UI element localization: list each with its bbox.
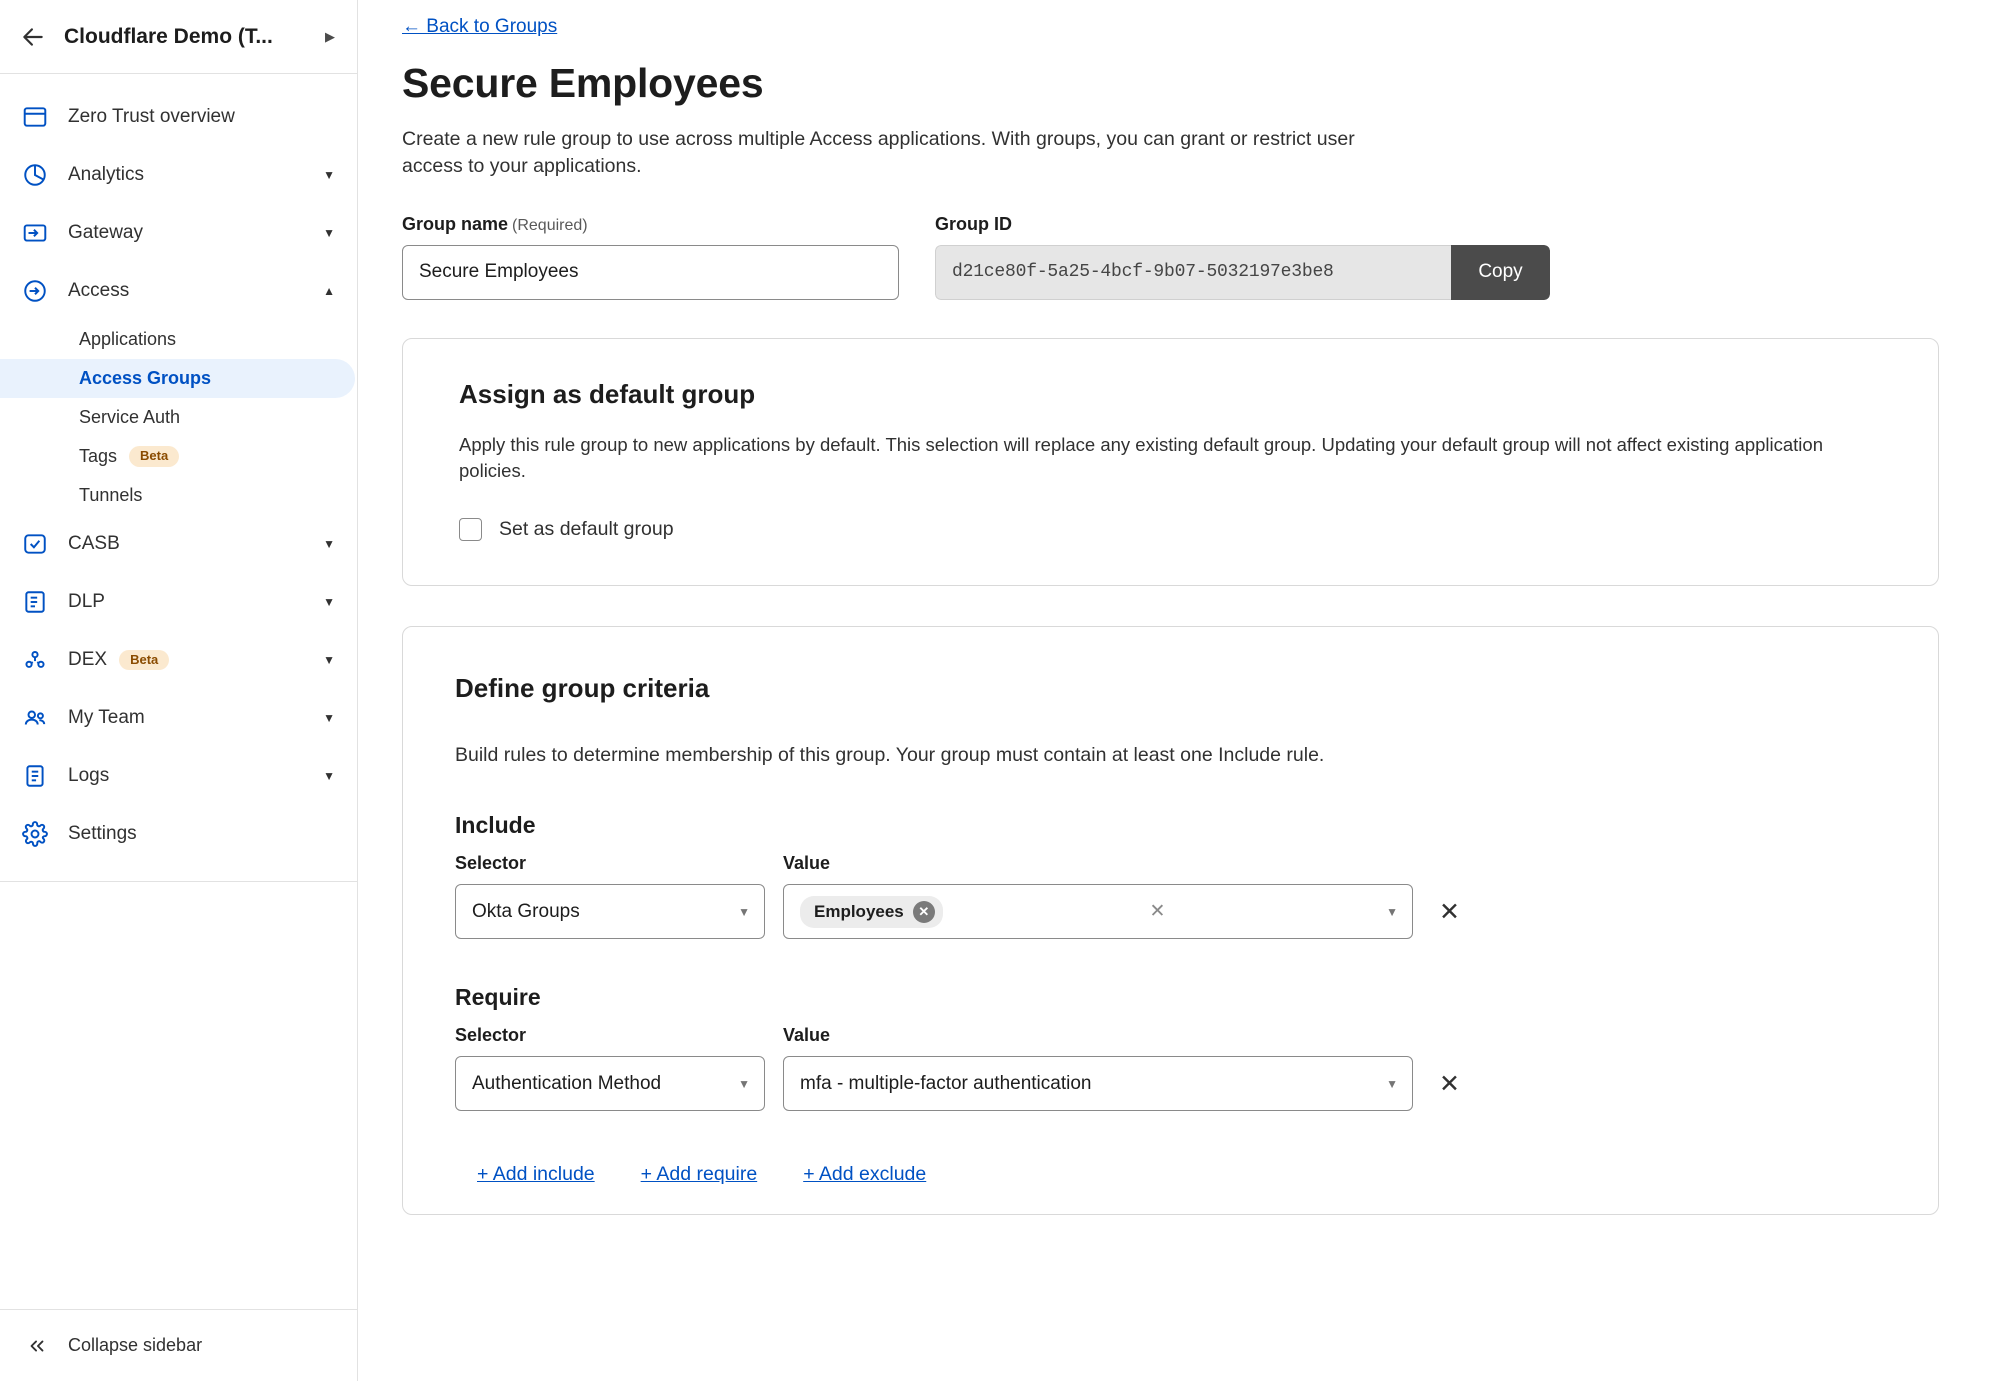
copy-button[interactable]: Copy [1451, 245, 1550, 300]
group-id-label: Group ID [935, 213, 1012, 234]
assign-default-group-description: Apply this rule group to new applications by default. This selection will replace any existing default group. Updating your default group will not affect existing application policies. [459, 433, 1823, 482]
chevron-down-icon: ▼ [1386, 1076, 1398, 1091]
page-description: Create a new rule group to use across multiple Access applications. With groups, you can grant or restrict user access to your applications. [402, 128, 1355, 177]
require-section-heading: Require [455, 984, 541, 1011]
collapse-sidebar-button[interactable] [0, 1309, 357, 1381]
remove-include-rule-button[interactable]: ✕ [1439, 898, 1460, 927]
sidebar-item-label: Settings [68, 823, 137, 844]
collapse-sidebar-label: Collapse sidebar [68, 1335, 203, 1355]
chevron-down-icon: ▼ [1386, 904, 1398, 919]
chevron-down-icon[interactable]: ▼ [323, 711, 335, 725]
back-to-groups-link[interactable]: ← Back to Groups [402, 16, 558, 37]
require-value-value: mfa - multiple-factor authentication [800, 1072, 1092, 1094]
include-value-token-label: Employees [814, 901, 904, 921]
sidebar-item-gateway[interactable] [0, 204, 357, 262]
include-selector-label: Selector [455, 853, 527, 874]
group-name-label-text: Group name [402, 213, 509, 234]
group-name-field-wrap [402, 214, 899, 300]
team-icon [22, 705, 52, 731]
define-group-criteria-heading: Define group criteria [455, 673, 710, 704]
sidebar-item-tunnels[interactable] [0, 476, 357, 515]
sidebar-item-label: Analytics [68, 164, 145, 185]
sidebar-item-analytics[interactable] [0, 146, 357, 204]
page-title: Secure Employees [402, 60, 764, 106]
chevron-down-icon[interactable]: ▼ [323, 537, 335, 551]
sidebar-item-my-team[interactable] [0, 689, 357, 747]
sidebar-item-dex[interactable] [0, 631, 357, 689]
require-selector-label: Selector [455, 1025, 527, 1046]
chevron-up-icon[interactable]: ▲ [323, 284, 335, 298]
dlp-icon [22, 589, 52, 615]
sidebar-item-label: CASB [68, 533, 120, 554]
assign-default-group-card [402, 338, 1939, 587]
group-name-required-hint: (Required) [512, 216, 588, 234]
chevron-down-icon: ▼ [738, 904, 750, 919]
include-value-label: Value [783, 853, 831, 874]
define-group-criteria-card [402, 626, 1939, 1215]
pie-chart-icon [22, 162, 52, 188]
set-as-default-group-checkbox[interactable] [459, 518, 482, 541]
double-chevron-left-icon [26, 1335, 48, 1357]
sidebar-item-settings[interactable] [0, 805, 357, 863]
sidebar-header [0, 0, 357, 74]
include-section-heading: Include [455, 812, 536, 839]
account-title: Cloudflare Demo (T... [64, 24, 273, 48]
main-content [358, 0, 1999, 1381]
sidebar-item-label: My Team [68, 707, 145, 728]
sidebar-item-label: Zero Trust overview [68, 106, 235, 127]
define-group-criteria-description: Build rules to determine membership of this group. Your group must contain at least one Include rule. [455, 744, 1325, 767]
chevron-down-icon[interactable]: ▼ [323, 595, 335, 609]
window-icon [22, 104, 52, 130]
sidebar-subitem-label: Access Groups [79, 368, 212, 388]
group-name-label [402, 214, 899, 235]
logs-icon [22, 763, 52, 789]
sidebar-item-dlp[interactable] [0, 573, 357, 631]
add-rule-links [477, 1163, 1886, 1186]
require-selector-col [455, 1025, 765, 1111]
sidebar-item-zero-trust-overview[interactable] [0, 88, 357, 146]
sidebar-item-logs[interactable] [0, 747, 357, 805]
include-value-dropdown[interactable] [783, 884, 1413, 939]
sidebar-item-label: DEX [68, 649, 108, 670]
add-include-link[interactable]: + Add include [477, 1163, 595, 1186]
require-selector-value: Authentication Method [472, 1072, 662, 1094]
group-id-value: d21ce80f-5a25-4bcf-9b07-5032197e3be8 [935, 245, 1451, 300]
group-id-control [935, 245, 1550, 300]
chevron-down-icon[interactable]: ▼ [323, 168, 335, 182]
sidebar-nav [0, 74, 357, 882]
add-require-link[interactable]: + Add require [640, 1163, 758, 1186]
sidebar-subitem-label: Tunnels [79, 485, 143, 505]
arrow-left-icon[interactable] [20, 24, 46, 50]
chevron-down-icon[interactable]: ▼ [323, 769, 335, 783]
sidebar-item-label: DLP [68, 591, 105, 612]
set-as-default-group-label: Set as default group [499, 518, 674, 541]
include-selector-col [455, 853, 765, 939]
include-value-col [783, 853, 1413, 939]
clear-icon[interactable]: ✕ [1149, 901, 1166, 923]
include-selector-value: Okta Groups [472, 900, 580, 922]
gateway-icon [22, 220, 52, 246]
add-exclude-link[interactable]: + Add exclude [803, 1163, 927, 1186]
sidebar-item-access[interactable] [0, 262, 357, 320]
chevron-down-icon: ▼ [738, 1076, 750, 1091]
gear-icon [22, 821, 52, 847]
group-identity-form [402, 214, 1939, 300]
include-selector-dropdown[interactable] [455, 884, 765, 939]
sidebar-item-label: Logs [68, 765, 110, 786]
require-value-label: Value [783, 1025, 831, 1046]
include-value-token[interactable] [800, 896, 943, 928]
sidebar-item-label: Gateway [68, 222, 143, 243]
chevron-down-icon[interactable]: ▼ [323, 653, 335, 667]
require-selector-dropdown[interactable] [455, 1056, 765, 1111]
sidebar-item-access-groups[interactable] [0, 359, 355, 398]
require-value-dropdown[interactable] [783, 1056, 1413, 1111]
sidebar-subitem-label: Tags [79, 446, 118, 466]
group-name-input[interactable] [402, 245, 899, 300]
sidebar-subitem-label: Applications [79, 329, 177, 349]
chevron-right-icon[interactable]: ▶ [325, 28, 335, 44]
remove-require-rule-button[interactable]: ✕ [1439, 1070, 1460, 1099]
require-value-col [783, 1025, 1413, 1111]
chevron-down-icon[interactable]: ▼ [323, 226, 335, 240]
sidebar-item-tags[interactable] [0, 437, 357, 476]
group-id-field-wrap [935, 214, 1550, 300]
sidebar-item-casb[interactable] [0, 515, 357, 573]
casb-icon [22, 531, 52, 557]
token-close-icon[interactable]: ✕ [913, 901, 935, 923]
assign-default-group-heading: Assign as default group [459, 378, 756, 409]
status-badge: Beta [129, 446, 179, 466]
set-as-default-group-row[interactable] [459, 518, 1886, 541]
dex-icon [22, 647, 52, 673]
sidebar-item-label: Access [68, 280, 130, 301]
access-icon [22, 278, 52, 304]
sidebar [0, 0, 358, 1381]
include-rule-row [455, 853, 1886, 939]
status-badge: Beta [119, 650, 169, 670]
sidebar-subitem-label: Service Auth [79, 407, 181, 427]
require-rule-row [455, 1025, 1886, 1111]
sidebar-item-service-auth[interactable] [0, 398, 357, 437]
sidebar-item-applications[interactable] [0, 320, 357, 359]
